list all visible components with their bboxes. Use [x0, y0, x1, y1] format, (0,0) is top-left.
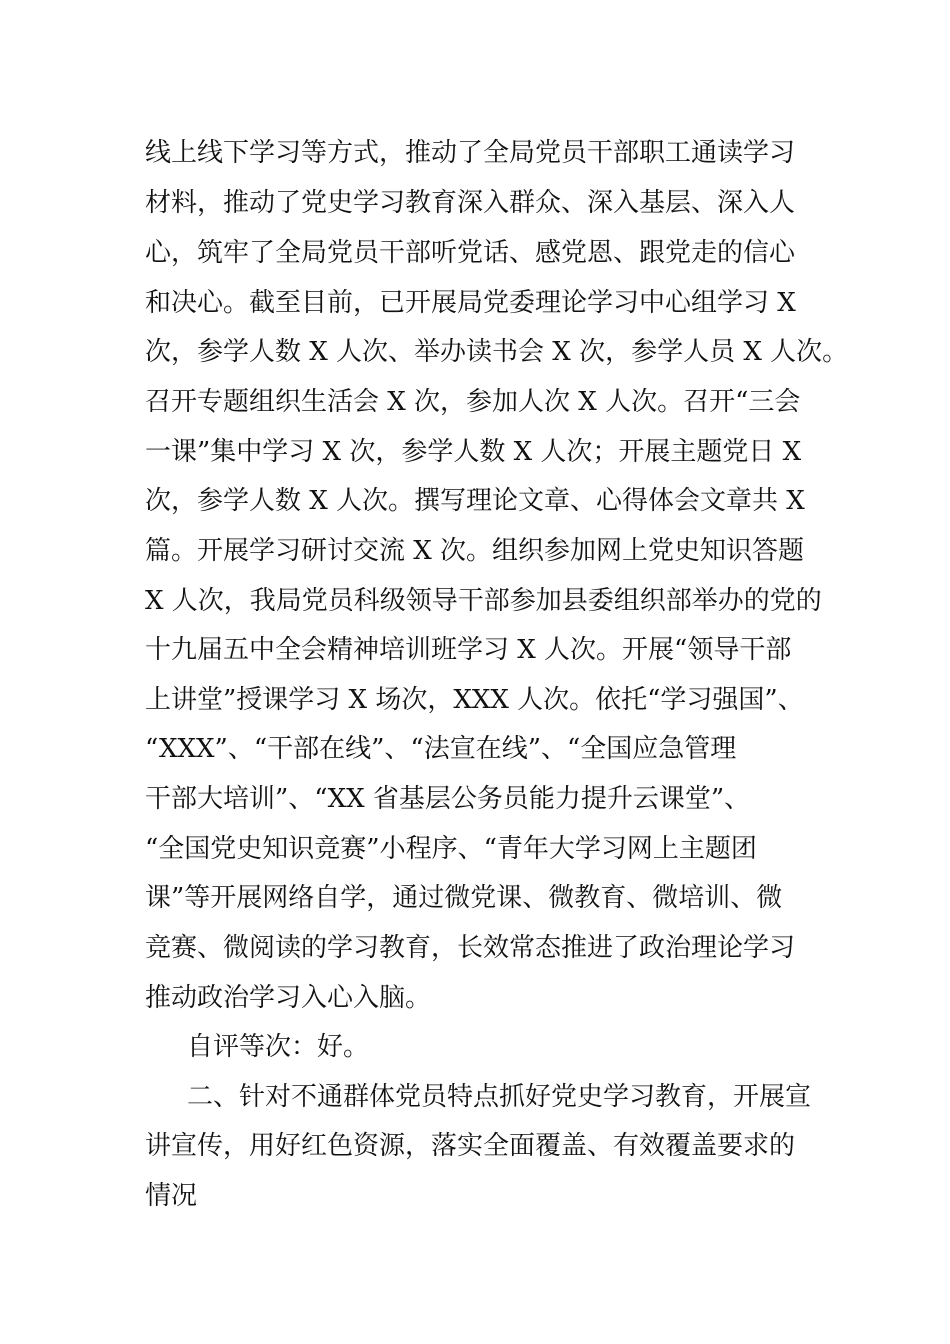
body-text-line: 课”等开展网络自学，通过微党课、微教育、微培训、微 — [145, 883, 783, 913]
body-text-line: 干部大培训”、“XX 省基层公务员能力提升云课堂”、 — [145, 784, 751, 814]
body-text-line: 和决心。截至目前，已开展局党委理论学习中心组学习 X — [145, 288, 796, 318]
body-text-line: 次，参学人数 X 人次。撰写理论文章、心得体会文章共 X — [145, 486, 805, 516]
self-rating-line: 自评等次：好。 — [187, 1032, 370, 1062]
section-heading-line: 二、针对不通群体党员特点抓好党史学习教育，开展宣 — [187, 1082, 812, 1112]
body-text-line: 上讲堂”授课学习 X 场次，XXX 人次。依托“学习强国”、 — [145, 685, 804, 715]
body-text-line: 竞赛、微阅读的学习教育，长效常态推进了政治理论学习 — [145, 933, 796, 963]
body-text-line: “全国党史知识竞赛”小程序、“青年大学习网上主题团 — [145, 834, 757, 864]
body-text-line: 线上线下学习等方式，推动了全局党员干部职工通读学习 — [145, 138, 796, 168]
body-text-line: X 人次，我局党员科级领导干部参加县委组织部举办的党的 — [145, 586, 822, 616]
body-text-line: “XXX”、“干部在线”、“法宣在线”、“全国应急管理 — [145, 734, 737, 764]
body-text-line: 心，筑牢了全局党员干部听党话、感党恩、跟党走的信心 — [145, 238, 796, 268]
section-heading-line: 情况 — [145, 1181, 198, 1211]
body-text-line: 次，参学人数 X 人次、举办读书会 X 次，参学人员 X 人次。 — [145, 337, 849, 367]
body-text-line: 一课”集中学习 X 次，参学人数 X 人次；开展主题党日 X — [145, 437, 802, 467]
section-heading-line: 讲宣传，用好红色资源，落实全面覆盖、有效覆盖要求的 — [145, 1131, 796, 1161]
body-text-line: 推动政治学习入心入脑。 — [145, 983, 432, 1013]
body-text-line: 篇。开展学习研讨交流 X 次。组织参加网上党史知识答题 — [145, 536, 805, 566]
body-text-line: 召开专题组织生活会 X 次，参加人次 X 人次。召开“三会 — [145, 387, 801, 417]
body-text-line: 材料，推动了党史学习教育深入群众、深入基层、深入人 — [145, 188, 796, 218]
body-text-line: 十九届五中全会精神培训班学习 X 人次。开展“领导干部 — [145, 635, 792, 665]
